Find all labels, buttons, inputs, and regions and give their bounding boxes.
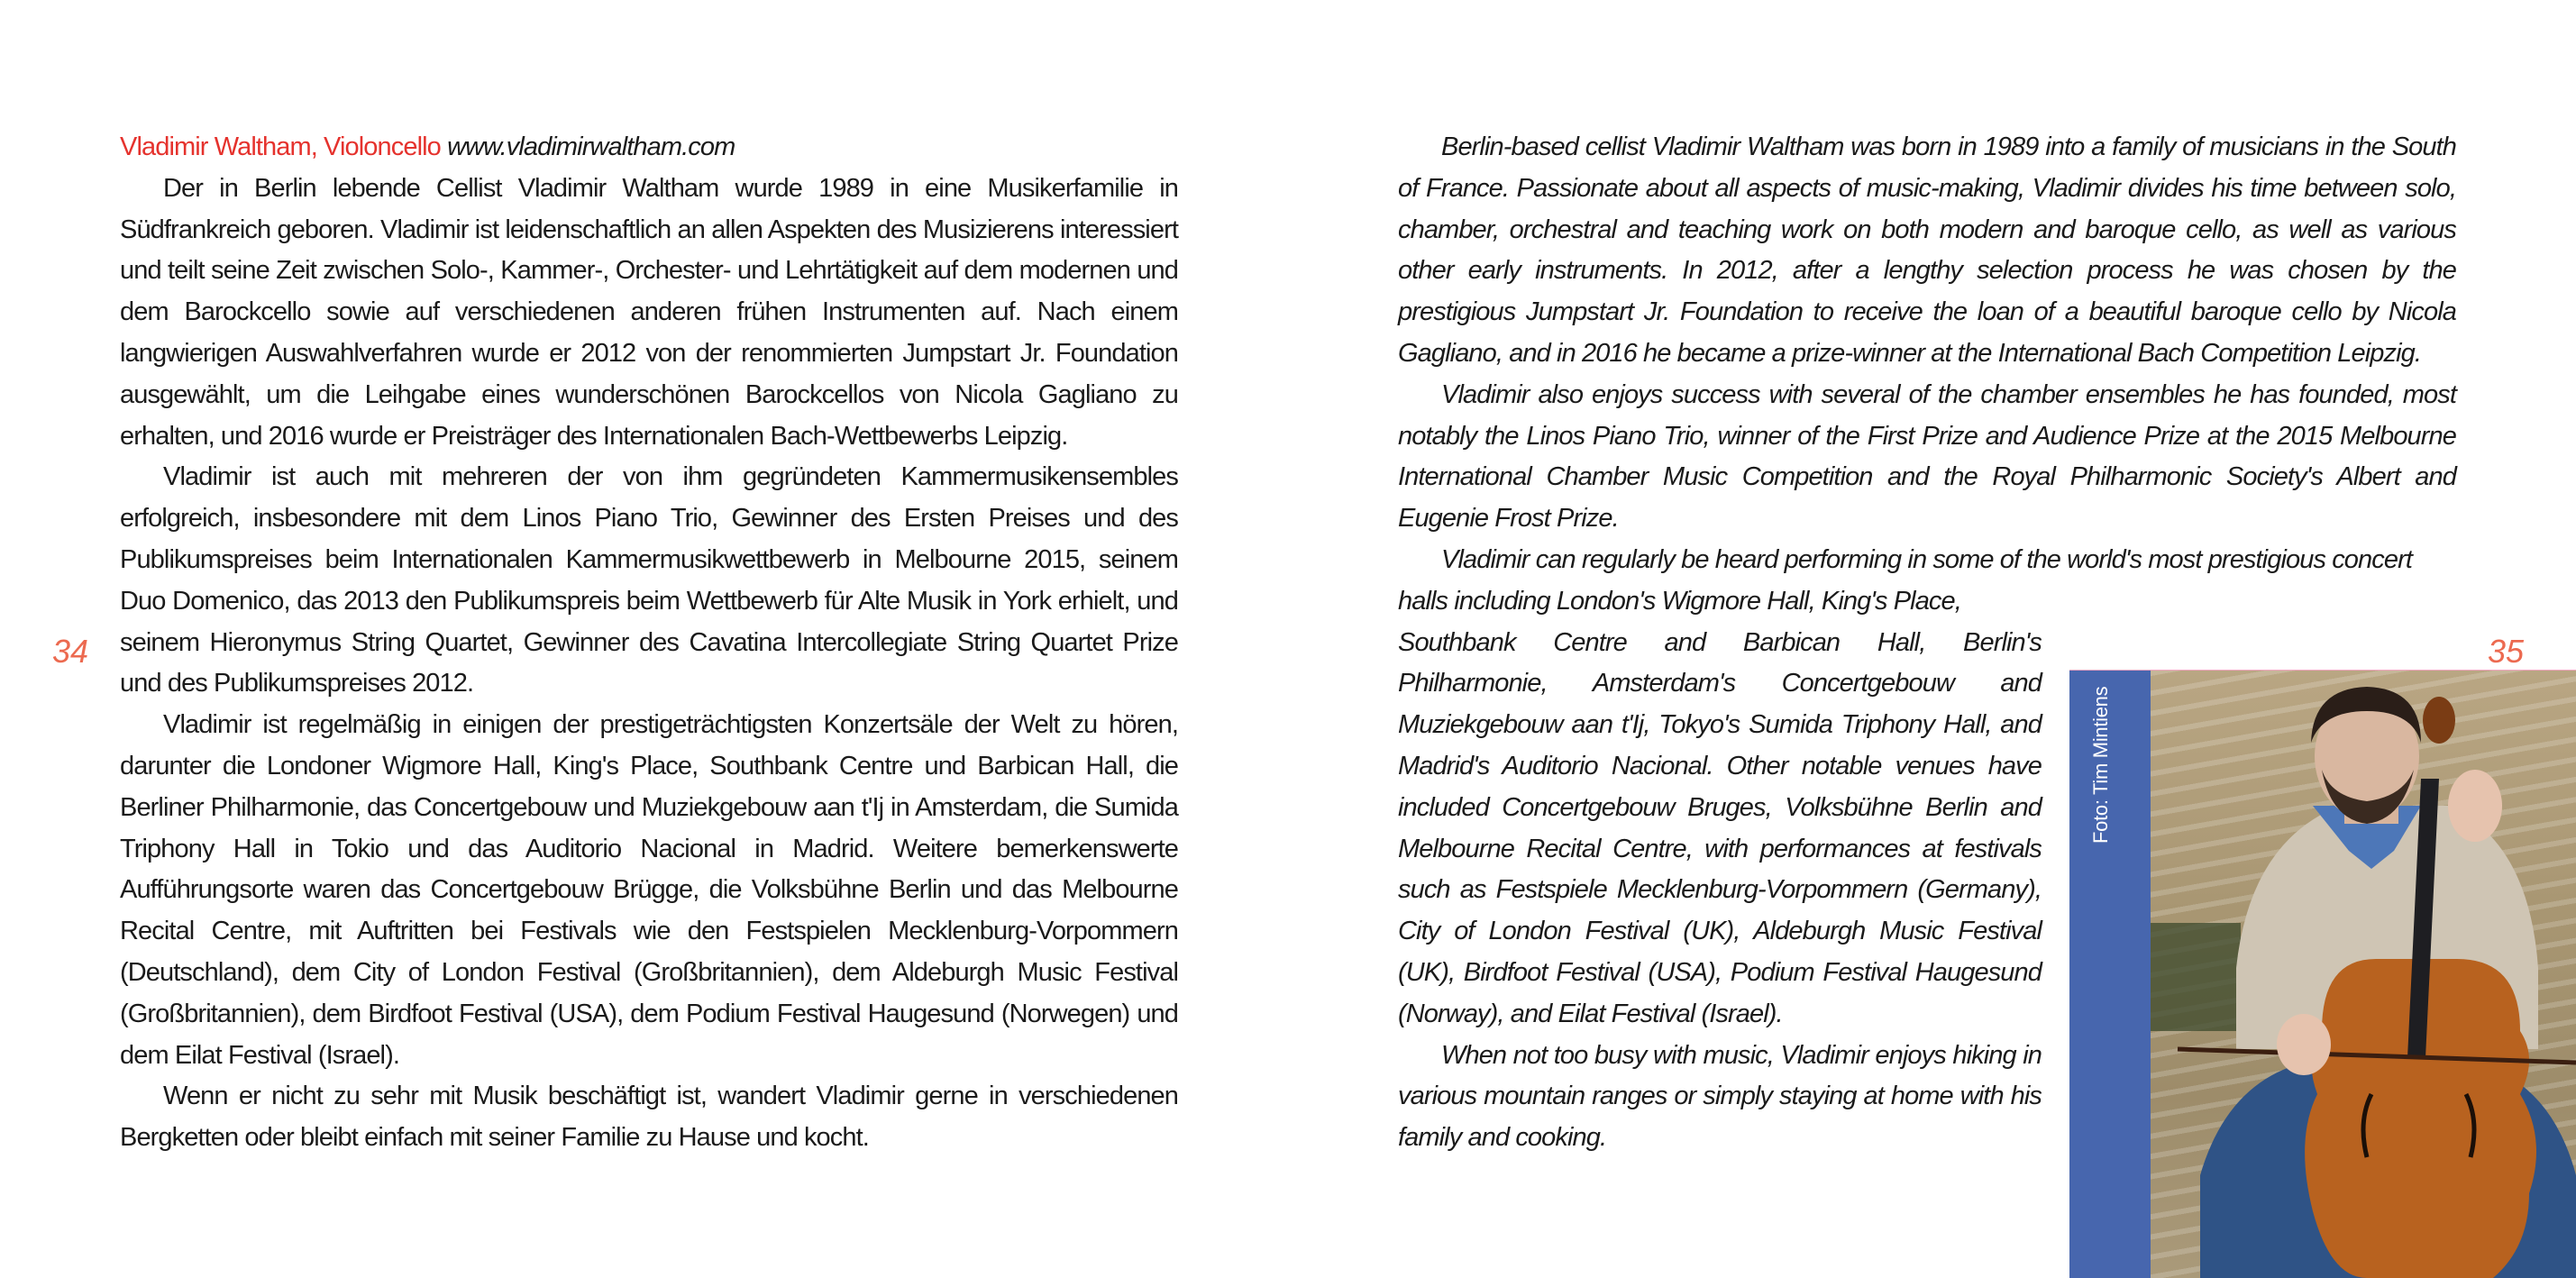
ledge-shape bbox=[2151, 923, 2241, 1031]
photo-credit-bar bbox=[2069, 671, 2151, 1278]
artist-website-link[interactable]: www.vladimirwaltham.com bbox=[447, 132, 735, 161]
page-number-left: 34 bbox=[52, 633, 89, 670]
cellist-illustration bbox=[2151, 671, 2576, 1278]
right-hand-shape bbox=[2277, 1014, 2331, 1075]
biography-heading bbox=[120, 127, 1178, 169]
english-paragraph: When not too busy with music, Vladimir enjoys hiking in various mountain ranges or simply staying at home with his family and cooking. bbox=[1398, 1040, 2042, 1153]
english-paragraph bbox=[1398, 540, 2456, 623]
page-number-right: 35 bbox=[2488, 633, 2525, 670]
german-paragraph: Wenn er nicht zu sehr mit Musik beschäftigt ist, wandert Vladimir gerne in verschiedenen Bergketten oder bleibt einfach mit seiner Familie zu Hause und kocht. bbox=[120, 1082, 1178, 1153]
left-hand-shape bbox=[2448, 770, 2502, 842]
left-page bbox=[0, 0, 1288, 1277]
german-paragraph: Vladimir ist auch mit mehreren der von ihm gegründeten Kammermusikensembles erfolgreich, insbesondere mit dem Linos Piano Trio, Gewinner des Ersten Preises und des Publikumspreises beim Internationalen Kammermusikwettbewerb in Melbourne 2015, seinem Duo Domenico, das 2013 den Publikumspreis beim Wettbewerb für Alte Musik in York erhielt, und seinem Hieronymus String Quartet, Gewinner des Cavatina Intercollegiate String Quartet Prize und des Publikumspreises 2012. bbox=[120, 462, 1178, 698]
german-paragraph: Der in Berlin lebende Cellist Vladimir Waltham wurde 1989 in eine Musikerfamilie in Südfrankreich geboren. Vladimir ist leidenschaftlich an allen Aspekten des Musizierens interessiert und teilt seine Zeit zwischen Solo-, Kammer-, Orchester- und Lehrtätigkeit auf dem modernen und dem Barockcello sowie auf verschiedenen anderen frühen Instrumenten auf. Nach einem langwierigen Auswahlverfahren wurde er 2012 von der renommierten Jumpstart Jr. Foundation ausgewählt, um die Leihgabe eines wunderschönen Barockcellos von Nicola Gagliano zu erhalten, und 2016 wurde er Preisträger des Internationalen Bach-Wettbewerbs Leipzig. bbox=[120, 173, 1178, 451]
text-beside-photo bbox=[1398, 623, 2042, 1159]
photo-credit: Foto: Tim Mintiens bbox=[2089, 686, 2112, 844]
english-paragraph: Berlin-based cellist Vladimir Waltham was born in 1989 into a family of musicians in the South of France. Passionate about all aspects of music-making, Vladimir divides his time between solo, chamber, orchestral and teaching work on both modern and baroque cello, as well as various other early instruments. In 2012, after a lengthy selection process he was chosen by the prestigious Jumpstart Jr. Foundation to receive the loan of a beautiful baroque cello by Nicola Gagliano, and in 2016 he became a prize-winner at the International Bach Competition Leipzig. bbox=[1398, 132, 2456, 368]
artist-photo-block bbox=[2069, 670, 2576, 1278]
english-paragraph-venues-rest: Southbank Centre and Barbican Hall, Berlin's Philharmonie, Amsterdam's Concertgebouw and Muziekgebouw aan t'Ij, Tokyo's Sumida Triphony Hall, and Madrid's Auditorio Nacional. Other notable venues have included Concertgebouw Bruges, Volksbühne Berlin and Melbourne Recital Centre, with performances at festivals such as Festspiele Mecklenburg-Vorpommern (Germany), City of London Festival (UK), Aldeburgh Music Festival (UK), Birdfoot Festival (USA), Podium Festival Haugesund (Norway), and Eilat Festival (Israel). bbox=[1398, 627, 2042, 1028]
german-paragraph: Vladimir ist regelmäßig in einigen der prestigeträchtigsten Konzertsäle der Welt zu hören, darunter die Londoner Wigmore Hall, King's Place, Southbank Centre und Barbican Hall, die Berliner Philharmonie, das Concertgebouw und Muziekgebouw aan t'Ij in Amsterdam, die Sumida Triphony Hall in Tokio und das Auditorio Nacional in Madrid. Weitere bemerkenswerte Aufführungsorte waren das Concertgebouw Brügge, die Volksbühne Berlin und das Melbourne Recital Centre, mit Auftritten bei Festivals wie den Festspielen Mecklenburg-Vorpommern (Deutschland), dem City of London Festival (Großbritannien), dem Aldeburgh Music Festival (Großbritannien), dem Birdfoot Festival (USA), dem Podium Festival Haugesund (Norwegen) und dem Eilat Festival (Israel). bbox=[120, 710, 1178, 1070]
scroll-shape bbox=[2423, 697, 2455, 744]
german-biography bbox=[120, 127, 1178, 1159]
english-paragraph: Vladimir also enjoys success with several of the chamber ensembles he has founded, most notably the Linos Piano Trio, winner of the First Prize and Audience Prize at the 2015 Melbourne International Chamber Music Competition and the Royal Philharmonic Society's Albert and Eugenie Frost Prize. bbox=[1398, 379, 2456, 534]
artist-name: Vladimir Waltham, Violoncello bbox=[120, 132, 441, 161]
artist-photo bbox=[2151, 671, 2576, 1278]
english-paragraph-venues-start: Vladimir can regularly be heard performing in some of the world's most prestigious concert halls including London's Wigmore Hall, King's Place, bbox=[1398, 544, 2413, 616]
